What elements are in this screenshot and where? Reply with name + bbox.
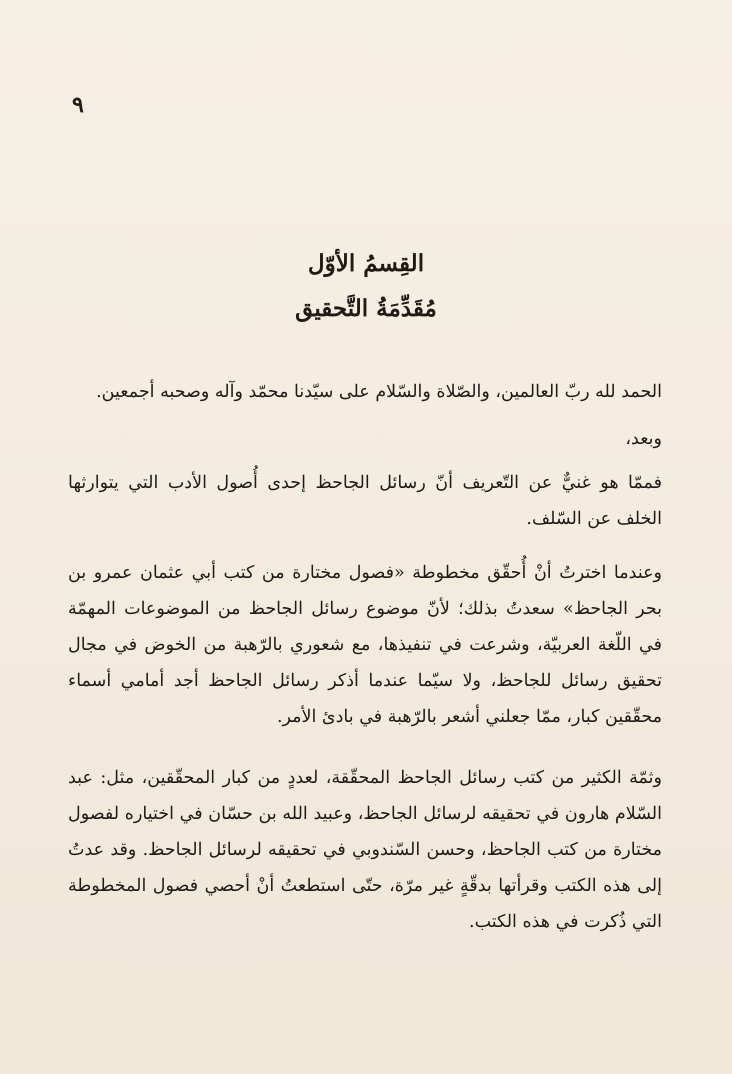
paragraph-intro <box>68 465 662 537</box>
paragraph-text: الحمد لله ربّ العالمين، والصّلاة والسّلام على سيّدنا محمّد وآله وصحبه أجمعين. <box>96 382 662 402</box>
section-subtitle: مُقَدِّمَةُ التَّحقيق <box>295 295 437 322</box>
paragraph-text: وبعد، <box>625 429 662 449</box>
section-heading <box>0 252 732 320</box>
paragraph-text: فممّا هو غنيٌّ عن التّعريف أنّ رسائل الجاحظ إحدى أُصول الأدب التي يتوارثها الخلف عن السّلف. <box>68 473 662 529</box>
section-title: القِسمُ الأوّل <box>307 250 425 277</box>
paragraph-choice <box>68 555 662 735</box>
page-number: ٩ <box>72 92 84 118</box>
paragraph-sources <box>68 760 662 940</box>
paragraph-text: وعندما اخترتُ أنْ أُحقّق مخطوطة «فصول مختارة من كتب أبي عثمان عمرو بن بحر الجاحظ» سعدتُ بذلك؛ لأنّ موضوع رسائل الجاحظ من الموضوعات المهمّة في اللّغة العربيّة، وشرعت في تنفيذها، مع شعوري بالرّهبة من الخوض في مجال تحقيق رسائل للجاحظ، ولا سيّما عندما أذكر رسائل الجاحظ أجد أمامي أسماء محقّقين كبار، ممّا جعلني أشعر بالرّهبة في بادئ الأمر. <box>68 563 662 727</box>
paragraph-opening <box>68 374 662 410</box>
paragraph-transition <box>68 421 662 457</box>
paragraph-text: وثمّة الكثير من كتب رسائل الجاحظ المحقّقة، لعددٍ من كبار المحقّقين، مثل: عبد السّلام هارون في تحقيقه لرسائل الجاحظ، وعبيد الله بن حسّان في اختياره لفصول مختارة من كتب الجاحظ، وحسن السّندوبي في تحقيقه لرسائل الجاحظ. وقد عدتُ إلى هذه الكتب وقرأتها بدقّةٍ غير مرّة، حتّى استطعتُ أنْ أحصي فصول المخطوطة التي ذُكرت في هذه الكتب. <box>68 768 662 932</box>
